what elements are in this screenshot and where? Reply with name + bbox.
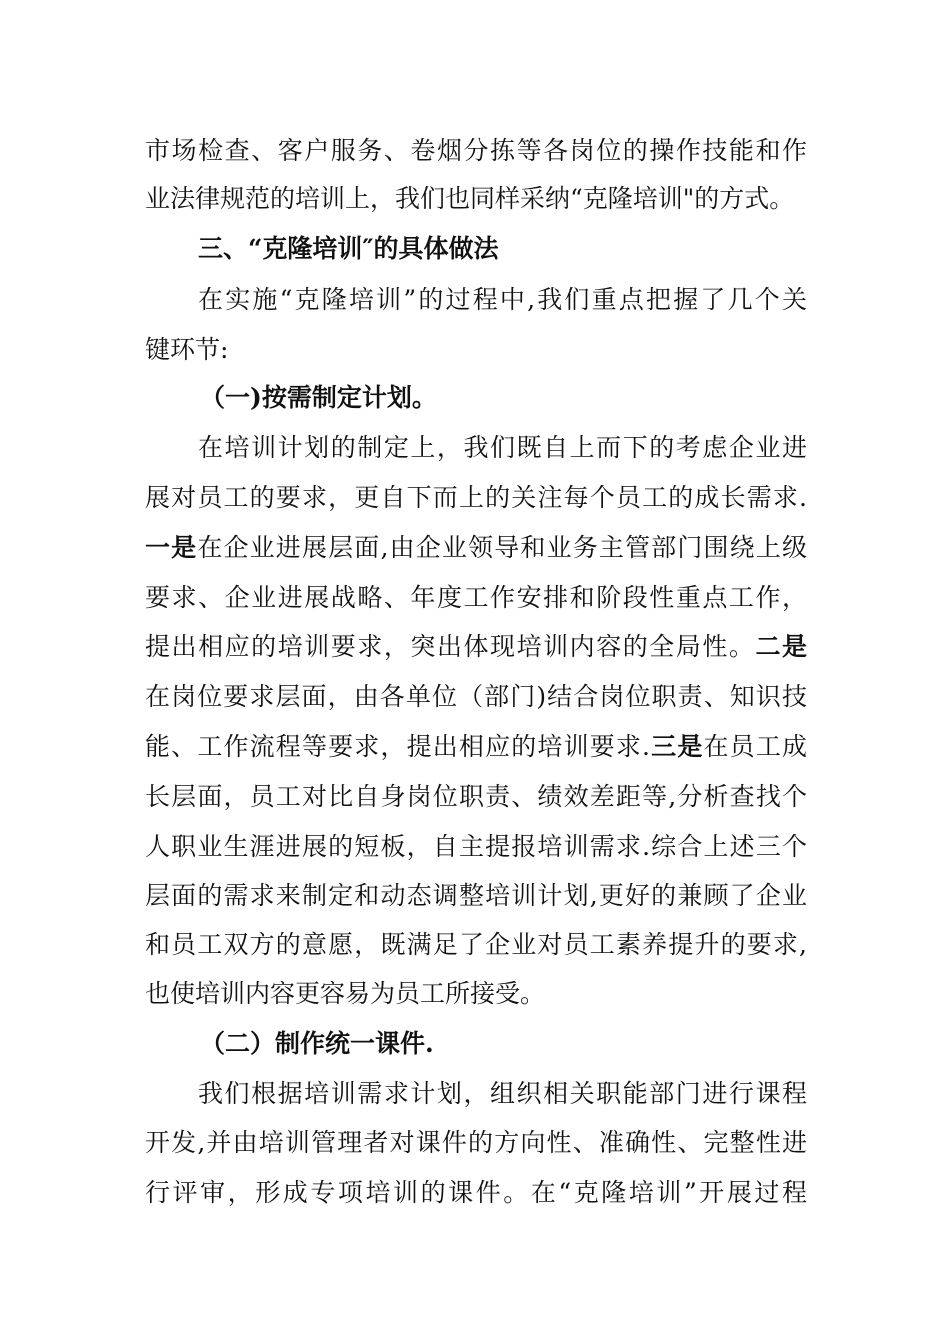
section-heading: 三、“克隆培训″的具体做法 <box>198 234 499 263</box>
subsection-heading: （一)按需制定计划。 <box>200 383 437 412</box>
marker-two: 二是 <box>755 632 807 661</box>
text-line: 在培训计划的制定上，我们既自上而下的考虑企业进 <box>198 433 807 462</box>
text-line: 要求、企业进展战略、年度工作安排和阶段性重点工作， <box>145 583 807 612</box>
text-line: 在岗位要求层面，由各单位（部门)结合岗位职责、知识技 <box>145 682 807 711</box>
text-line: 也使培训内容更容易为员工所接受。 <box>145 979 546 1008</box>
text-line: 市场检查、客户服务、卷烟分拣等各岗位的操作技能和作 <box>145 136 807 165</box>
text-line: 业法律规范的培训上，我们也同样采纳“克隆培训"的方式。 <box>145 184 795 213</box>
marker-three: 三是 <box>650 732 704 761</box>
text-line: 能、工作流程等要求，提出相应的培训要求.三是在员工成 <box>145 732 807 761</box>
text-line: 一是在企业进展层面,由企业领导和业务主管部门围绕上级 <box>145 533 807 562</box>
text-line: 和员工双方的意愿，既满足了企业对员工素养提升的要求, <box>145 930 807 959</box>
text-line: 提出相应的培训要求，突出体现培训内容的全局性。二是 <box>145 632 807 661</box>
text-line: 我们根据培训需求计划，组织相关职能部门进行课程 <box>198 1079 807 1108</box>
text-line: 在实施“克隆培训”的过程中,我们重点把握了几个关 <box>198 285 807 314</box>
text-line: 长层面，员工对比自身岗位职责、绩效差距等,分析查找个 <box>145 782 807 811</box>
text-line: 行评审，形成专项培训的课件。在“克隆培训”开展过程 <box>145 1178 807 1207</box>
subsection-heading: （二）制作统一课件. <box>200 1029 434 1058</box>
text-line: 键环节: <box>145 335 229 364</box>
text-line: 层面的需求来制定和动态调整培训计划,更好的兼顾了企业 <box>145 881 807 910</box>
text-line: 人职业生涯进展的短板，自主提报培训需求.综合上述三个 <box>145 832 807 861</box>
text-line: 开发,并由培训管理者对课件的方向性、准确性、完整性进 <box>145 1128 807 1157</box>
marker-one: 一是 <box>145 533 198 562</box>
text-line: 展对员工的要求，更自下而上的关注每个员工的成长需求. <box>145 483 807 512</box>
